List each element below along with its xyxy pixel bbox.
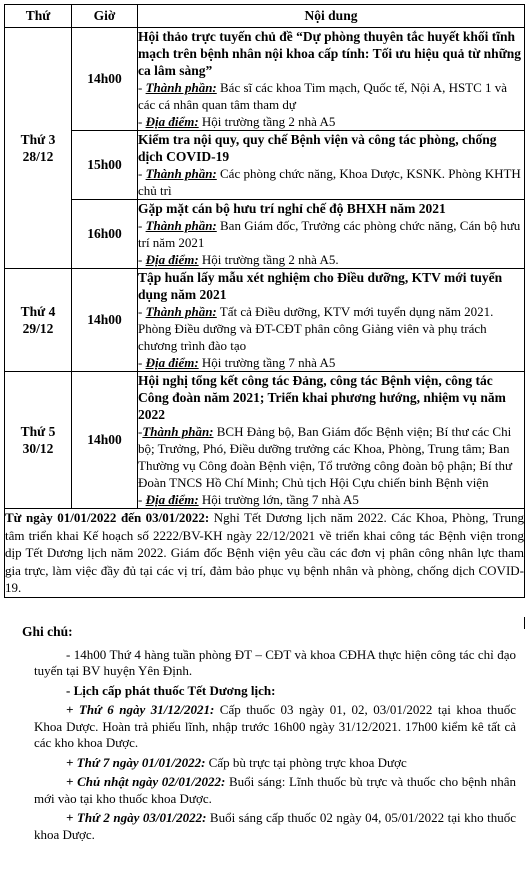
notes-section [4, 624, 524, 846]
participants-label: Thành phần: [145, 80, 217, 95]
event-cell [138, 372, 525, 509]
participants-label: Thành phần: [145, 218, 217, 233]
notes-label: Ghi chú: [22, 624, 73, 639]
event-cell [138, 269, 525, 372]
table-row [5, 372, 525, 509]
notice-body: Nghỉ Tết Dương lịch năm 2022. Các Khoa, Phòng, Trung tâm triển khai Kế hoạch số 2222/BV-KH ngày 22/12/2021 về triển khai công tác Bệnh viện trong dịp Tết Dương lịch năm 2022. Giám đốc Bệnh viện yêu cầu các đơn vị phân công nhân lực tham gia trực, làm việc đầy đủ tại các vị trí, đảm bảo phục vụ bệnh nhân và phòng, chống dịch COVID-19. [5, 510, 524, 595]
location-label: Địa điểm: [145, 355, 199, 370]
dispense-item: + Thứ 7 ngày 01/01/2022: Cấp bù trực tại phòng trực khoa Dược [66, 754, 407, 770]
participants-label: Thành phần: [145, 304, 217, 319]
event-title: Hội thảo trực tuyến chủ đề “Dự phòng thuyên tắc huyết khối tĩnh mạch trên bệnh nhân nội khoa cấp tính: Tối ưu hiệu quả từ những ca lâm sàng” [138, 29, 522, 78]
event-participants: - Thành phần: Các phòng chức năng, Khoa Dược, KSNK. Phòng KHTH chủ trì [138, 166, 521, 198]
time-cell: 16h00 [72, 200, 138, 269]
day-date: 28/12 [22, 149, 54, 164]
event-cell [138, 131, 525, 200]
participants-label: Thành phần: [145, 166, 217, 181]
event-location: - Địa điểm: Hội trường tầng 7 nhà A5 [138, 355, 336, 370]
event-location: - Địa điểm: Hội trường tầng 2 nhà A5. [138, 252, 339, 267]
table-row [5, 28, 525, 131]
event-location: - Địa điểm: Hội trường tầng 2 nhà A5 [138, 114, 336, 129]
dispense-item: + Thứ 2 ngày 03/01/2022: Buổi sáng cấp thuốc 02 ngày 04, 05/01/2022 tại kho thuốc khoa Dược. [34, 810, 517, 842]
event-participants: -Thành phần: BCH Đảng bộ, Ban Giám đốc Bệnh viện; Bí thư các Chi bộ; Trưởng, Phó, Điều dưỡng trưởng các Khoa, Phòng, Trung tâm; Ban Thường vụ Công đoàn Bệnh viện, Tổ trưởng công đoàn bộ phận; Bí thư Đoàn TNCS Hồ Chí Minh; Chủ tịch Hội Cựu chiến binh Bệnh viện [138, 424, 513, 490]
notice-row [5, 509, 525, 598]
table-row [5, 131, 525, 200]
event-cell [138, 200, 525, 269]
header-day: Thứ [5, 5, 72, 28]
day-cell [5, 269, 72, 372]
event-participants: - Thành phần: Ban Giám đốc, Trưởng các phòng chức năng, Cán bộ hưu trí năm 2021 [138, 218, 521, 250]
day-cell [5, 372, 72, 509]
event-location: - Địa điểm: Hội trường lớn, tầng 7 nhà A5 [138, 492, 359, 507]
table-row [5, 269, 525, 372]
time-cell: 15h00 [72, 131, 138, 200]
table-row [5, 200, 525, 269]
day-date: 29/12 [22, 321, 54, 336]
time-cell: 14h00 [72, 372, 138, 509]
day-name: Thứ 4 [20, 304, 56, 319]
participants-label: Thành phần: [142, 424, 214, 439]
event-title: Gặp mặt cán bộ hưu trí nghỉ chế độ BHXH năm 2021 [138, 201, 446, 216]
location-label: Địa điểm: [145, 252, 199, 267]
event-participants: - Thành phần: Bác sĩ các khoa Tim mạch, Quốc tế, Nội A, HSTC 1 và các cá nhân quan tâm tham dự [138, 80, 508, 112]
time-cell: 14h00 [72, 269, 138, 372]
header-row [5, 5, 525, 28]
header-content: Nội dung [138, 5, 525, 28]
day-name: Thứ 5 [20, 424, 56, 439]
location-label: Địa điểm: [145, 114, 199, 129]
event-cell [138, 28, 525, 131]
day-name: Thứ 3 [20, 132, 56, 147]
schedule-sheet [4, 4, 524, 598]
dispense-item: + Thứ 6 ngày 31/12/2021: Cấp thuốc 03 ngày 01, 02, 03/01/2022 tại khoa thuốc Khoa Dược. Hoàn trả phiếu lĩnh, nhập trước 16h00 ngày 31/12/2021. 17h00 kiểm kê tất cả các kho khoa Dược. [34, 702, 516, 750]
note-item: - Lịch cấp phát thuốc Tết Dương lịch: [66, 682, 276, 698]
time-cell: 14h00 [72, 28, 138, 131]
border-fragment [524, 617, 525, 629]
dispense-item: + Chủ nhật ngày 02/01/2022: Buổi sáng: Lĩnh thuốc bù trực và thuốc cho bệnh nhân mới vào tại kho thuốc khoa Dược. [34, 774, 516, 806]
note-item: - 14h00 Thứ 4 hàng tuần phòng ĐT – CĐT và khoa CĐHA thực hiện công tác chỉ đạo tuyến tại BV huyện Yên Định. [34, 646, 516, 678]
notice-cell [5, 509, 525, 598]
schedule-table [4, 4, 525, 598]
event-title: Tập huấn lấy mẫu xét nghiệm cho Điều dưỡng, KTV mới tuyển dụng năm 2021 [138, 270, 503, 302]
day-cell [5, 28, 72, 269]
header-time: Giờ [72, 5, 138, 28]
event-title: Kiểm tra nội quy, quy chế Bệnh viện và công tác phòng, chống dịch COVID-19 [138, 132, 497, 164]
event-participants: - Thành phần: Tất cả Điều dưỡng, KTV mới tuyển dụng năm 2021. Phòng Điều dưỡng và ĐT-CĐT phân công Giảng viên và phụ trách chương trình đào tạo [138, 304, 494, 353]
event-title: Hội nghị tổng kết công tác Đảng, công tác Bệnh viện, công tác Công đoàn năm 2021; Triển khai phương hướng, nhiệm vụ năm 2022 [138, 373, 506, 422]
day-date: 30/12 [22, 441, 54, 456]
notice-head: Từ ngày 01/01/2022 đến 03/01/2022: [5, 510, 210, 525]
location-label: Địa điểm: [145, 492, 199, 507]
